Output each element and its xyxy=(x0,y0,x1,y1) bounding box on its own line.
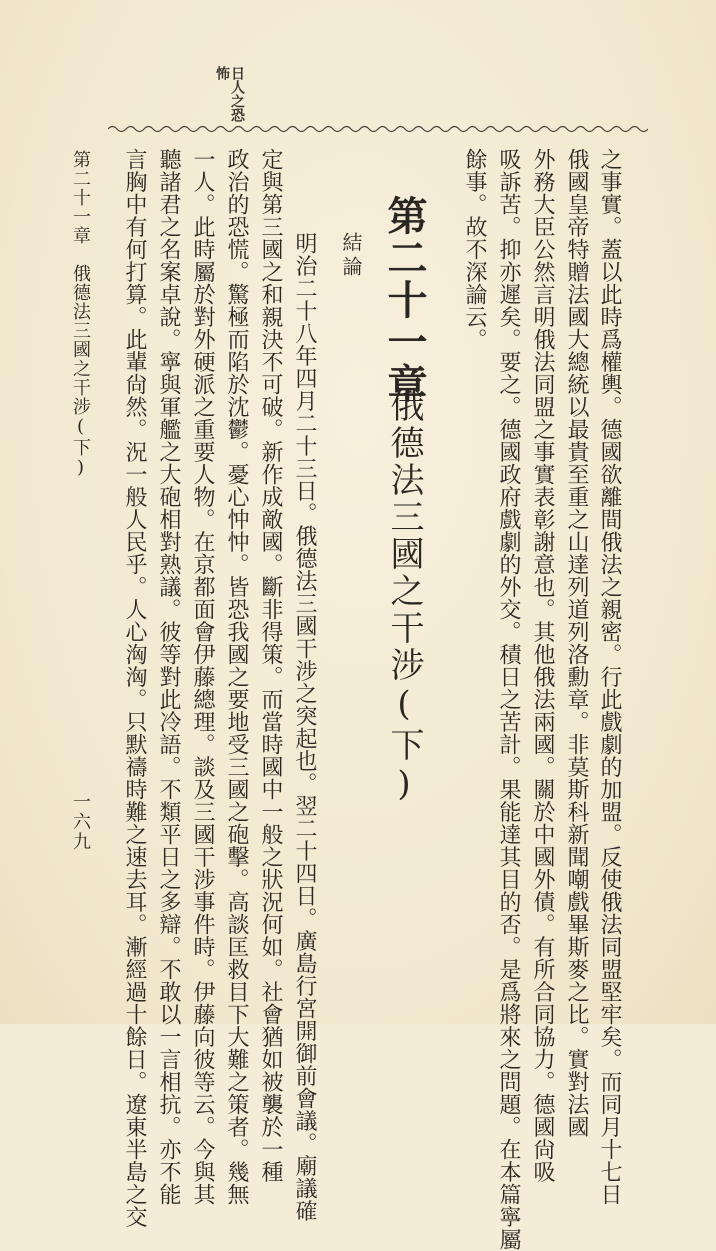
text-column-upper-3: 外務大臣公然言明俄法同盟之事實表彰謝意也。其他俄法兩國。關於中國外債。有所合同協力。德國尙吸 xyxy=(530,148,555,1183)
text-column-upper-5: 餘事。故不深論云。 xyxy=(462,148,487,351)
chapter-subtitle: 俄德法三國之干涉(下) xyxy=(384,388,424,807)
text-column-upper-2: 俄國皇帝特贈法國大總統以最貴至重之山達列道列洛勳章。非莫斯科新聞嘲戲畢斯麥之比。實對法國 xyxy=(564,148,589,1138)
page-number: 一六九 xyxy=(70,792,91,852)
running-title: 第二十一章 俄德法三國之干涉(下) xyxy=(70,150,91,479)
text-column-lower-6: 言胸中有何打算。此輩尙然。況一般人民乎。人心洶洶。只默禱時難之速去耳。漸經過十餘日。遼東半島之交 xyxy=(122,148,147,1228)
text-column-lower-5: 聽諸君之名案卓說。寧與軍艦之大砲相對熟議。彼等對此冷語。不類平日之多辯。不敢以一言相抗。亦不能 xyxy=(156,148,181,1206)
text-column-lower-2: 定與第三國之和親決不可破。新作成敵國。斷非得策。而當時國中一般之狀況何如。社會猶如被襲於一種 xyxy=(258,148,283,1183)
text-column-upper-1: 之事實。蓋以此時爲權輿。德國欲離間俄法之親密。行此戲劇的加盟。反使俄法同盟堅牢矣。而同月十七日 xyxy=(597,148,622,1206)
text-column-lower-4: 一人。此時屬於對外硬派之重要人物。在京都面會伊藤總理。談及三國干涉事件時。伊藤向彼等云。今與其 xyxy=(190,148,215,1206)
section-label: 結論 xyxy=(339,232,363,280)
text-column-upper-4: 吸訴苦。抑亦遲矣。要之。德國政府戲劇的外交。積日之苦計。果能達其目的否。是爲將來之問題。在本篇寧屬 xyxy=(496,148,521,1251)
wavy-divider xyxy=(108,122,648,136)
text-column-lower-3: 政治的恐慌。驚極而陷於沈鬱。憂心忡忡。皆恐我國之要地受三國之砲擊。高談匡救目下大難之策者。幾無 xyxy=(224,148,249,1206)
margin-note: 日人之恐 怖 xyxy=(214,66,245,122)
chapter-title: 第二十一章 xyxy=(381,195,428,405)
text-column-lower-1: 明治二十八年四月二十三日。俄德法三國干涉之突起也。翌二十四日。廣島行宮開御前會議。廟議確 xyxy=(292,232,317,1222)
